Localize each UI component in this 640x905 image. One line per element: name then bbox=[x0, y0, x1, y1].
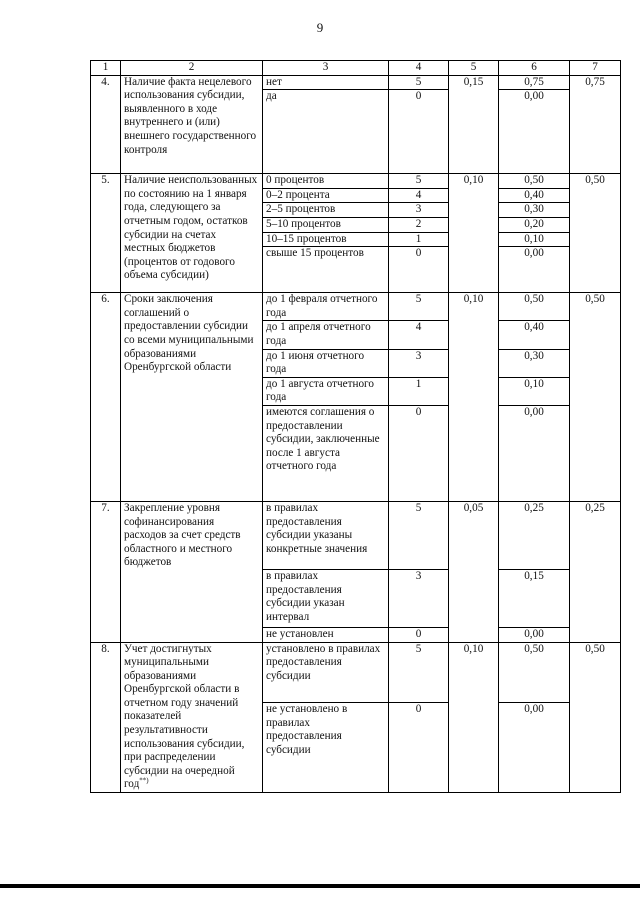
condition-cell: в правилах предоставления субсидии указан интервал bbox=[263, 569, 389, 627]
score-cell: 0,25 bbox=[499, 501, 570, 569]
points-cell: 0 bbox=[389, 405, 449, 501]
total-cell: 0,50 bbox=[570, 642, 621, 793]
row-number: 8. bbox=[91, 642, 121, 793]
points-cell: 5 bbox=[389, 642, 449, 703]
score-cell: 0,40 bbox=[499, 321, 570, 349]
condition-cell: в правилах предоставления субсидии указаны конкретные значения bbox=[263, 501, 389, 569]
criterion-row bbox=[91, 293, 621, 321]
score-cell: 0,40 bbox=[499, 188, 570, 203]
row-number: 6. bbox=[91, 293, 121, 502]
criterion-text bbox=[121, 642, 263, 793]
weight-cell: 0,10 bbox=[449, 174, 499, 293]
score-cell: 0,20 bbox=[499, 217, 570, 232]
criterion-text bbox=[121, 501, 263, 642]
score-cell: 0,10 bbox=[499, 232, 570, 247]
condition-cell: до 1 августа отчетного года bbox=[263, 377, 389, 405]
total-cell: 0,75 bbox=[570, 75, 621, 174]
score-cell: 0,75 bbox=[499, 75, 570, 90]
criterion-label: Наличие факта нецелевого использования субсидии, выявленного в ходе внутреннего и (или) внешнего государственного контроля bbox=[124, 75, 257, 156]
criterion-row bbox=[91, 501, 621, 569]
points-cell: 1 bbox=[389, 232, 449, 247]
points-cell: 5 bbox=[389, 501, 449, 569]
points-cell: 0 bbox=[389, 703, 449, 793]
weight-cell: 0,10 bbox=[449, 642, 499, 793]
condition-cell: до 1 июня отчетного года bbox=[263, 349, 389, 377]
row-number: 7. bbox=[91, 501, 121, 642]
points-cell: 5 bbox=[389, 174, 449, 189]
points-cell: 3 bbox=[389, 349, 449, 377]
row-number: 4. bbox=[91, 75, 121, 174]
score-cell: 0,50 bbox=[499, 293, 570, 321]
footnote-marker: **) bbox=[139, 776, 149, 785]
condition-cell: 0–2 процента bbox=[263, 188, 389, 203]
criterion-row bbox=[91, 642, 621, 703]
condition-cell: 5–10 процентов bbox=[263, 217, 389, 232]
total-cell: 0,50 bbox=[570, 293, 621, 502]
column-header: 6 bbox=[499, 61, 570, 76]
column-header: 3 bbox=[263, 61, 389, 76]
column-header: 7 bbox=[570, 61, 621, 76]
condition-cell: до 1 апреля отчетного года bbox=[263, 321, 389, 349]
condition-cell: имеются соглашения о предоставлении субсидии, заключенные после 1 августа отчетного года bbox=[263, 405, 389, 501]
criterion-label: Сроки заключения соглашений о предоставлении субсидии со всеми муниципальными образованиями Оренбургской области bbox=[124, 293, 254, 374]
score-cell: 0,00 bbox=[499, 247, 570, 293]
points-cell: 5 bbox=[389, 75, 449, 90]
criterion-row bbox=[91, 174, 621, 189]
points-cell: 4 bbox=[389, 321, 449, 349]
weight-cell: 0,10 bbox=[449, 293, 499, 502]
condition-cell: не установлено в правилах предоставления субсидии bbox=[263, 703, 389, 793]
criteria-table bbox=[90, 60, 621, 793]
condition-cell: нет bbox=[263, 75, 389, 90]
score-cell: 0,30 bbox=[499, 349, 570, 377]
criterion-label: Наличие неиспользованных по состоянию на 1 января года, следующего за отчетным годом, остатков субсидии на счетах местных бюджетов (процентов от годового объема субсидии) bbox=[124, 174, 258, 282]
condition-cell: 10–15 процентов bbox=[263, 232, 389, 247]
condition-cell: до 1 февраля отчетного года bbox=[263, 293, 389, 321]
points-cell: 1 bbox=[389, 377, 449, 405]
score-cell: 0,00 bbox=[499, 90, 570, 174]
score-cell: 0,50 bbox=[499, 174, 570, 189]
table-header-row bbox=[91, 61, 621, 76]
points-cell: 0 bbox=[389, 247, 449, 293]
total-cell: 0,25 bbox=[570, 501, 621, 642]
condition-cell: не установлен bbox=[263, 627, 389, 642]
points-cell: 3 bbox=[389, 569, 449, 627]
score-cell: 0,50 bbox=[499, 642, 570, 703]
weight-cell: 0,15 bbox=[449, 75, 499, 174]
points-cell: 0 bbox=[389, 627, 449, 642]
score-cell: 0,15 bbox=[499, 569, 570, 627]
condition-cell: свыше 15 процентов bbox=[263, 247, 389, 293]
page-number: 9 bbox=[316, 20, 324, 35]
criterion-text bbox=[121, 75, 263, 174]
points-cell: 0 bbox=[389, 90, 449, 174]
condition-cell: 2–5 процентов bbox=[263, 203, 389, 218]
weight-cell: 0,05 bbox=[449, 501, 499, 642]
criterion-text bbox=[121, 174, 263, 293]
column-header: 4 bbox=[389, 61, 449, 76]
score-cell: 0,30 bbox=[499, 203, 570, 218]
table-body bbox=[91, 61, 621, 793]
bottom-rule bbox=[0, 884, 640, 888]
condition-cell: установлено в правилах предоставления субсидии bbox=[263, 642, 389, 703]
criterion-row bbox=[91, 75, 621, 90]
points-cell: 5 bbox=[389, 293, 449, 321]
points-cell: 2 bbox=[389, 217, 449, 232]
column-header: 2 bbox=[121, 61, 263, 76]
criterion-label: Закрепление уровня софинансирования расходов за счет средств областного и местного бюджетов bbox=[124, 501, 241, 569]
score-cell: 0,00 bbox=[499, 405, 570, 501]
total-cell: 0,50 bbox=[570, 174, 621, 293]
column-header: 1 bbox=[91, 61, 121, 76]
score-cell: 0,00 bbox=[499, 627, 570, 642]
condition-cell: 0 процентов bbox=[263, 174, 389, 189]
score-cell: 0,00 bbox=[499, 703, 570, 793]
score-cell: 0,10 bbox=[499, 377, 570, 405]
row-number: 5. bbox=[91, 174, 121, 293]
criterion-label: Учет достигнутых муниципальными образованиями Оренбургской области в отчетном году значений показателей результативности использования субсидии, при распределении субсидии на очередной год bbox=[124, 642, 245, 791]
column-header: 5 bbox=[449, 61, 499, 76]
criterion-text bbox=[121, 293, 263, 502]
points-cell: 4 bbox=[389, 188, 449, 203]
points-cell: 3 bbox=[389, 203, 449, 218]
condition-cell: да bbox=[263, 90, 389, 174]
